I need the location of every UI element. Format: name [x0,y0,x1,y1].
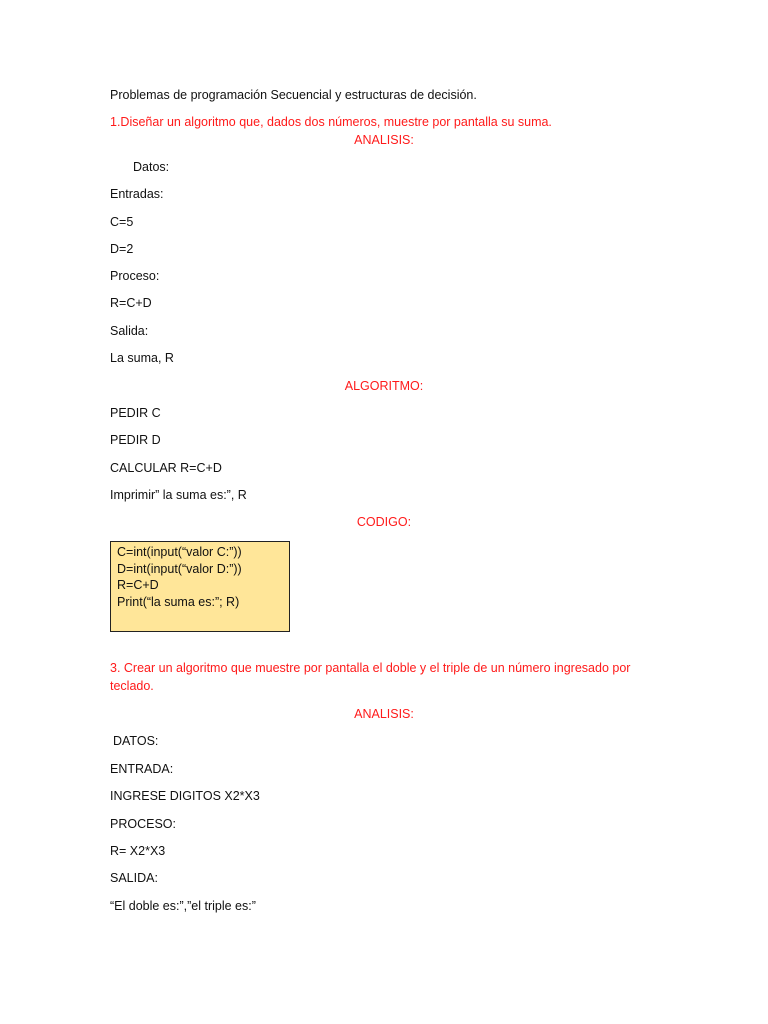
datos-label-1: Datos: [133,160,170,174]
algoritmo-label: ALGORITMO: [344,379,424,393]
algorithm-line: PEDIR C [110,406,161,420]
entrada-label: ENTRADA: [110,762,174,776]
salida-value-3: “El doble es:”,”el triple es:” [110,899,256,913]
formula-1: R=C+D [110,296,152,310]
ingrese-digitos: INGRESE DIGITOS X2*X3 [110,789,260,803]
code-box [110,541,290,632]
algorithm-line: CALCULAR R=C+D [110,461,222,475]
input-d-value: D=2 [110,242,134,256]
formula-3: R= X2*X3 [110,844,166,858]
document-title: Problemas de programación Secuencial y estructuras de decisión. [110,88,477,102]
input-c-value: C=5 [110,215,134,229]
algorithm-line: Imprimir” la suma es:”, R [110,488,247,502]
code-line: R=C+D [117,578,159,592]
entradas-label: Entradas: [110,187,164,201]
analisis-label-3: ANALISIS: [354,707,414,721]
code-line: D=int(input(“valor D:”)) [117,561,242,576]
salida-value-1: La suma, R [110,351,174,365]
problem-1-heading: 1.Diseñar un algoritmo que, dados dos números, muestre por pantalla su suma. [110,115,552,129]
analisis-label-1: ANALISIS: [354,133,414,147]
problem-3-heading: 3. Crear un algoritmo que muestre por pantalla el doble y el triple de un número ingresado por teclado. [110,661,631,693]
datos-label-3: DATOS: [113,734,159,748]
codigo-label: CODIGO: [356,515,412,529]
salida-label-3: SALIDA: [110,871,158,885]
code-line: Print(“la suma es:”; R) [117,594,240,609]
proceso-label-1: Proceso: [110,269,160,283]
proceso-label-3: PROCESO: [110,817,176,831]
salida-label-1: Salida: [110,324,149,338]
code-line: C=int(input(“valor C:”)) [117,545,242,559]
algorithm-line: PEDIR D [110,433,161,447]
